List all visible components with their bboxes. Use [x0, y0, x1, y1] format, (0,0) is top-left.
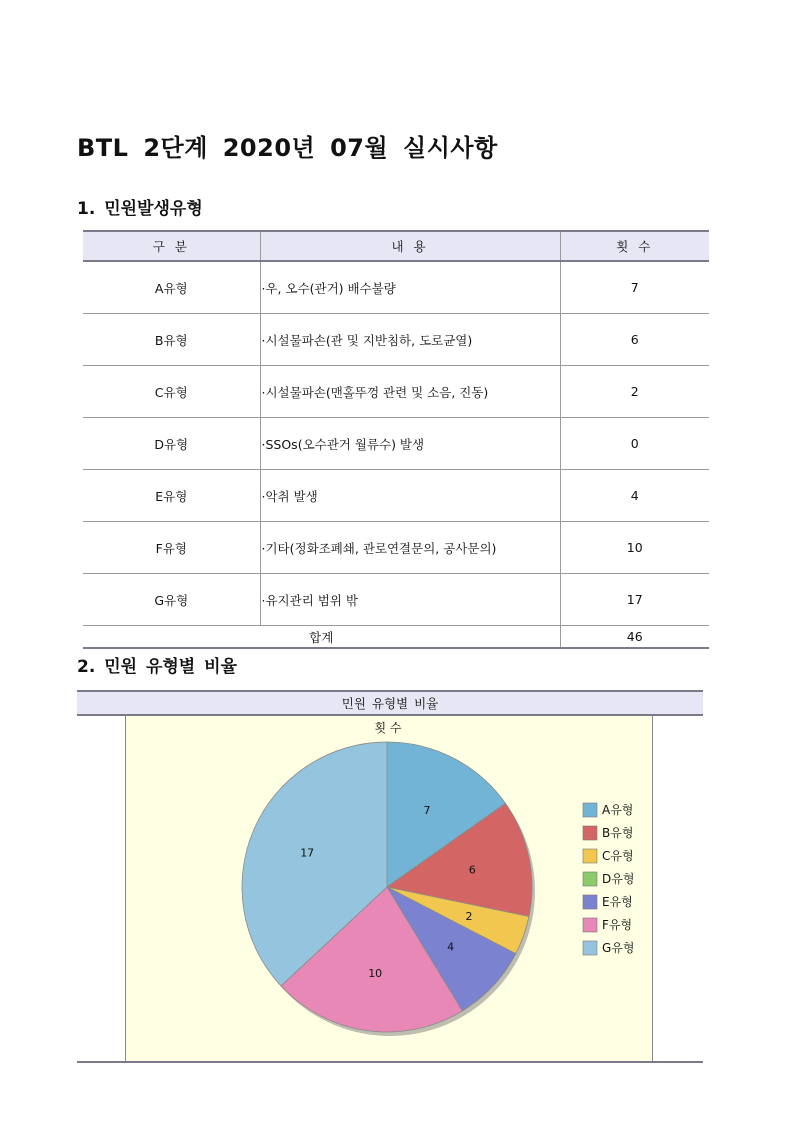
row-content: ·악취 발생 — [260, 470, 560, 522]
legend-label-B유형: B유형 — [602, 826, 634, 840]
legend-swatch-F유형 — [583, 918, 597, 932]
total-label: 합계 — [83, 626, 560, 649]
row-count: 0 — [560, 418, 709, 470]
row-type: D유형 — [83, 418, 260, 470]
pie-data-label: 4 — [447, 940, 455, 954]
row-type: C유형 — [83, 366, 260, 418]
section-heading-complaint-types: 1. 민원발생유형 — [77, 199, 203, 219]
row-count: 17 — [560, 574, 709, 626]
chart-bottom-rule — [77, 1061, 703, 1063]
table-row — [83, 261, 709, 314]
row-content: ·시설물파손(맨홀뚜껑 관련 및 소음, 진동) — [260, 366, 560, 418]
row-content: ·SSOs(오수관거 월류수) 발생 — [260, 418, 560, 470]
row-content: ·시설물파손(관 및 지반침하, 도로균열) — [260, 314, 560, 366]
legend-swatch-G유형 — [583, 941, 597, 955]
header-content: 내 용 — [260, 231, 560, 261]
header-count: 횟 수 — [560, 231, 709, 261]
table-total-row — [83, 626, 709, 649]
row-count: 6 — [560, 314, 709, 366]
total-value: 46 — [560, 626, 709, 649]
table-row — [83, 418, 709, 470]
page-title: BTL 2단계 2020년 07월 실시사항 — [77, 134, 498, 162]
legend-label-G유형: G유형 — [602, 941, 635, 955]
pie-chart — [126, 716, 652, 1061]
table-row — [83, 470, 709, 522]
row-type: B유형 — [83, 314, 260, 366]
table-row — [83, 314, 709, 366]
legend-swatch-A유형 — [583, 803, 597, 817]
table-row — [83, 574, 709, 626]
complaint-type-table — [83, 230, 709, 649]
section-heading-type-ratio: 2. 민원 유형별 비율 — [77, 657, 237, 677]
legend-label-F유형: F유형 — [602, 918, 633, 932]
legend-swatch-D유형 — [583, 872, 597, 886]
legend-label-A유형: A유형 — [602, 803, 634, 817]
table-header-row — [83, 231, 709, 261]
legend-swatch-E유형 — [583, 895, 597, 909]
legend-label-D유형: D유형 — [602, 872, 635, 886]
row-count: 10 — [560, 522, 709, 574]
pie-data-label: 6 — [468, 863, 476, 877]
row-type: E유형 — [83, 470, 260, 522]
table-row — [83, 366, 709, 418]
chart-title: 횟 수 — [374, 721, 402, 735]
legend-swatch-C유형 — [583, 849, 597, 863]
row-type: F유형 — [83, 522, 260, 574]
legend-label-C유형: C유형 — [602, 849, 634, 863]
row-content: ·유지관리 범위 밖 — [260, 574, 560, 626]
header-category: 구 분 — [83, 231, 260, 261]
chart-container — [77, 690, 703, 1063]
pie-data-label: 2 — [465, 910, 473, 924]
pie-data-label: 7 — [423, 803, 431, 817]
row-content: ·우, 오수(관거) 배수불량 — [260, 261, 560, 314]
chart-header: 민원 유형별 비율 — [77, 690, 703, 716]
chart-plot-area — [125, 716, 653, 1061]
row-content: ·기타(정화조폐쇄, 관로연결문의, 공사문의) — [260, 522, 560, 574]
row-count: 7 — [560, 261, 709, 314]
table-row — [83, 522, 709, 574]
pie-data-label: 10 — [368, 967, 383, 981]
row-count: 4 — [560, 470, 709, 522]
row-count: 2 — [560, 366, 709, 418]
legend-label-E유형: E유형 — [602, 895, 633, 909]
legend-swatch-B유형 — [583, 826, 597, 840]
row-type: A유형 — [83, 261, 260, 314]
pie-data-label: 17 — [300, 846, 315, 860]
row-type: G유형 — [83, 574, 260, 626]
